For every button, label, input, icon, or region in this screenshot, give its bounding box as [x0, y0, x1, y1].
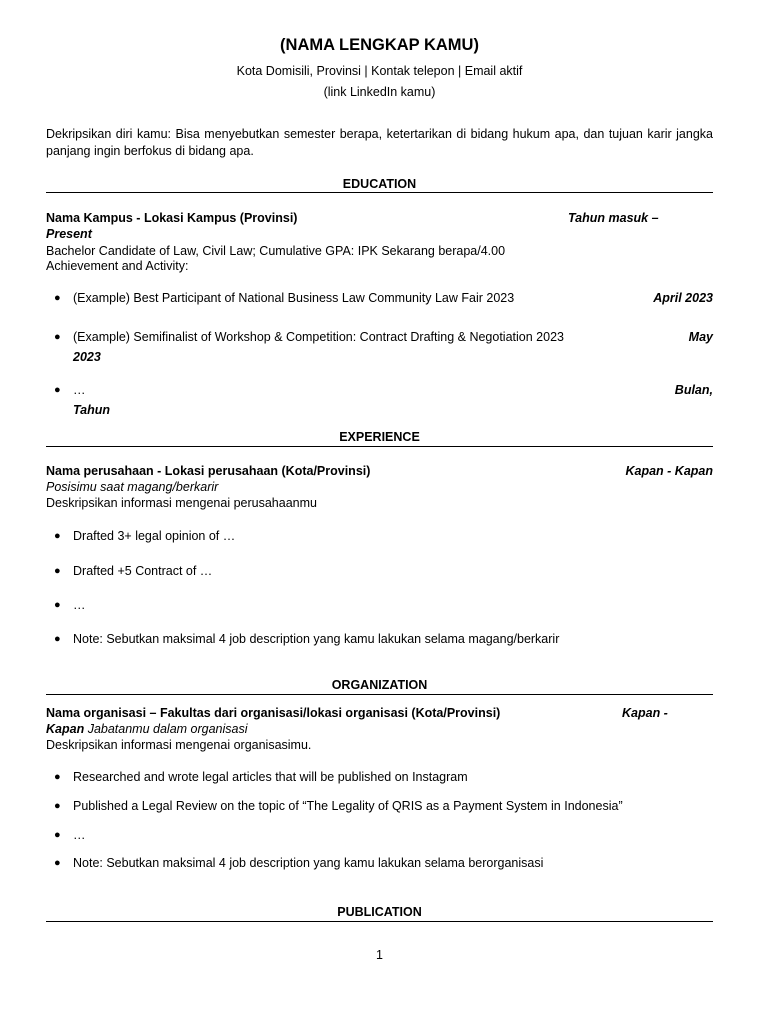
achievement-date-continued: Tahun — [73, 403, 111, 417]
full-name-heading: (NAMA LENGKAP KAMU) — [280, 36, 479, 54]
education-period-start: Tahun masuk – — [568, 211, 659, 225]
organization-description: Deskripsikan informasi mengenai organisasimu. — [46, 738, 312, 752]
achievement-date: May — [688, 330, 713, 344]
organization-divider — [46, 694, 713, 695]
bullet-icon: ● — [54, 633, 61, 645]
page-number: 1 — [376, 948, 383, 962]
education-school: Nama Kampus - Lokasi Kampus (Provinsi) — [46, 211, 298, 225]
experience-item: Drafted +5 Contract of … — [73, 564, 213, 578]
bullet-icon: ● — [54, 829, 61, 841]
experience-item: … — [73, 598, 86, 612]
organization-item: … — [73, 828, 86, 842]
achievement-date-continued: 2023 — [73, 350, 101, 364]
contact-line: Kota Domisili, Provinsi | Kontak telepon | Email aktif — [236, 64, 523, 78]
experience-period: Kapan - Kapan — [625, 464, 713, 478]
achievement-date: Bulan, — [674, 383, 713, 397]
experience-divider — [46, 446, 713, 447]
experience-description: Deskripsikan informasi mengenai perusahaanmu — [46, 496, 317, 510]
organization-period-role-line — [46, 722, 248, 736]
achievement-item: … — [73, 383, 86, 397]
experience-position: Posisimu saat magang/berkarir — [46, 480, 219, 494]
bullet-icon: ● — [54, 857, 61, 869]
bullet-icon: ● — [54, 292, 61, 304]
summary-paragraph: Dekripsikan diri kamu: Bisa menyebutkan semester berapa, ketertarikan di bidang hukum apa, dan tujuan karir jangka panjang ingin berfokus di bidang apa. — [46, 127, 713, 158]
organization-name: Nama organisasi – Fakultas dari organisasi/lokasi organisasi (Kota/Provinsi) — [46, 706, 501, 720]
bullet-icon: ● — [54, 565, 61, 577]
achievement-date: April 2023 — [653, 291, 713, 305]
bullet-icon: ● — [54, 331, 61, 343]
achievement-label: Achievement and Activity: — [46, 259, 189, 273]
organization-period-end: Kapan — [46, 722, 85, 736]
organization-item: Published a Legal Review on the topic of “The Legality of QRIS as a Payment System in Indonesia” — [73, 799, 623, 813]
bullet-icon: ● — [54, 771, 61, 783]
organization-item: Note: Sebutkan maksimal 4 job description yang kamu lakukan selama berorganisasi — [73, 856, 544, 870]
achievement-item: (Example) Semifinalist of Workshop & Competition: Contract Drafting & Negotiation 2023 — [73, 330, 564, 344]
publication-heading: PUBLICATION — [337, 905, 422, 919]
achievement-item: (Example) Best Participant of National Business Law Community Law Fair 2023 — [73, 291, 515, 305]
experience-heading: EXPERIENCE — [339, 430, 420, 444]
linkedin-line: (link LinkedIn kamu) — [323, 85, 436, 99]
education-divider — [46, 192, 713, 193]
education-degree: Bachelor Candidate of Law, Civil Law; Cumulative GPA: IPK Sekarang berapa/4.00 — [46, 244, 506, 258]
education-heading: EDUCATION — [342, 177, 417, 191]
education-period-end: Present — [46, 227, 92, 241]
bullet-icon: ● — [54, 384, 61, 396]
experience-item: Note: Sebutkan maksimal 4 job description yang kamu lakukan selama magang/berkarir — [73, 632, 560, 646]
organization-item: Researched and wrote legal articles that will be published on Instagram — [73, 770, 468, 784]
bullet-icon: ● — [54, 599, 61, 611]
organization-heading: ORGANIZATION — [331, 678, 428, 692]
organization-period-start: Kapan - — [622, 706, 668, 720]
experience-company: Nama perusahaan - Lokasi perusahaan (Kota/Provinsi) — [46, 464, 371, 478]
bullet-icon: ● — [54, 530, 61, 542]
experience-item: Drafted 3+ legal opinion of … — [73, 529, 236, 543]
organization-role: Jabatanmu dalam organisasi — [87, 722, 248, 736]
publication-divider — [46, 921, 713, 922]
bullet-icon: ● — [54, 800, 61, 812]
